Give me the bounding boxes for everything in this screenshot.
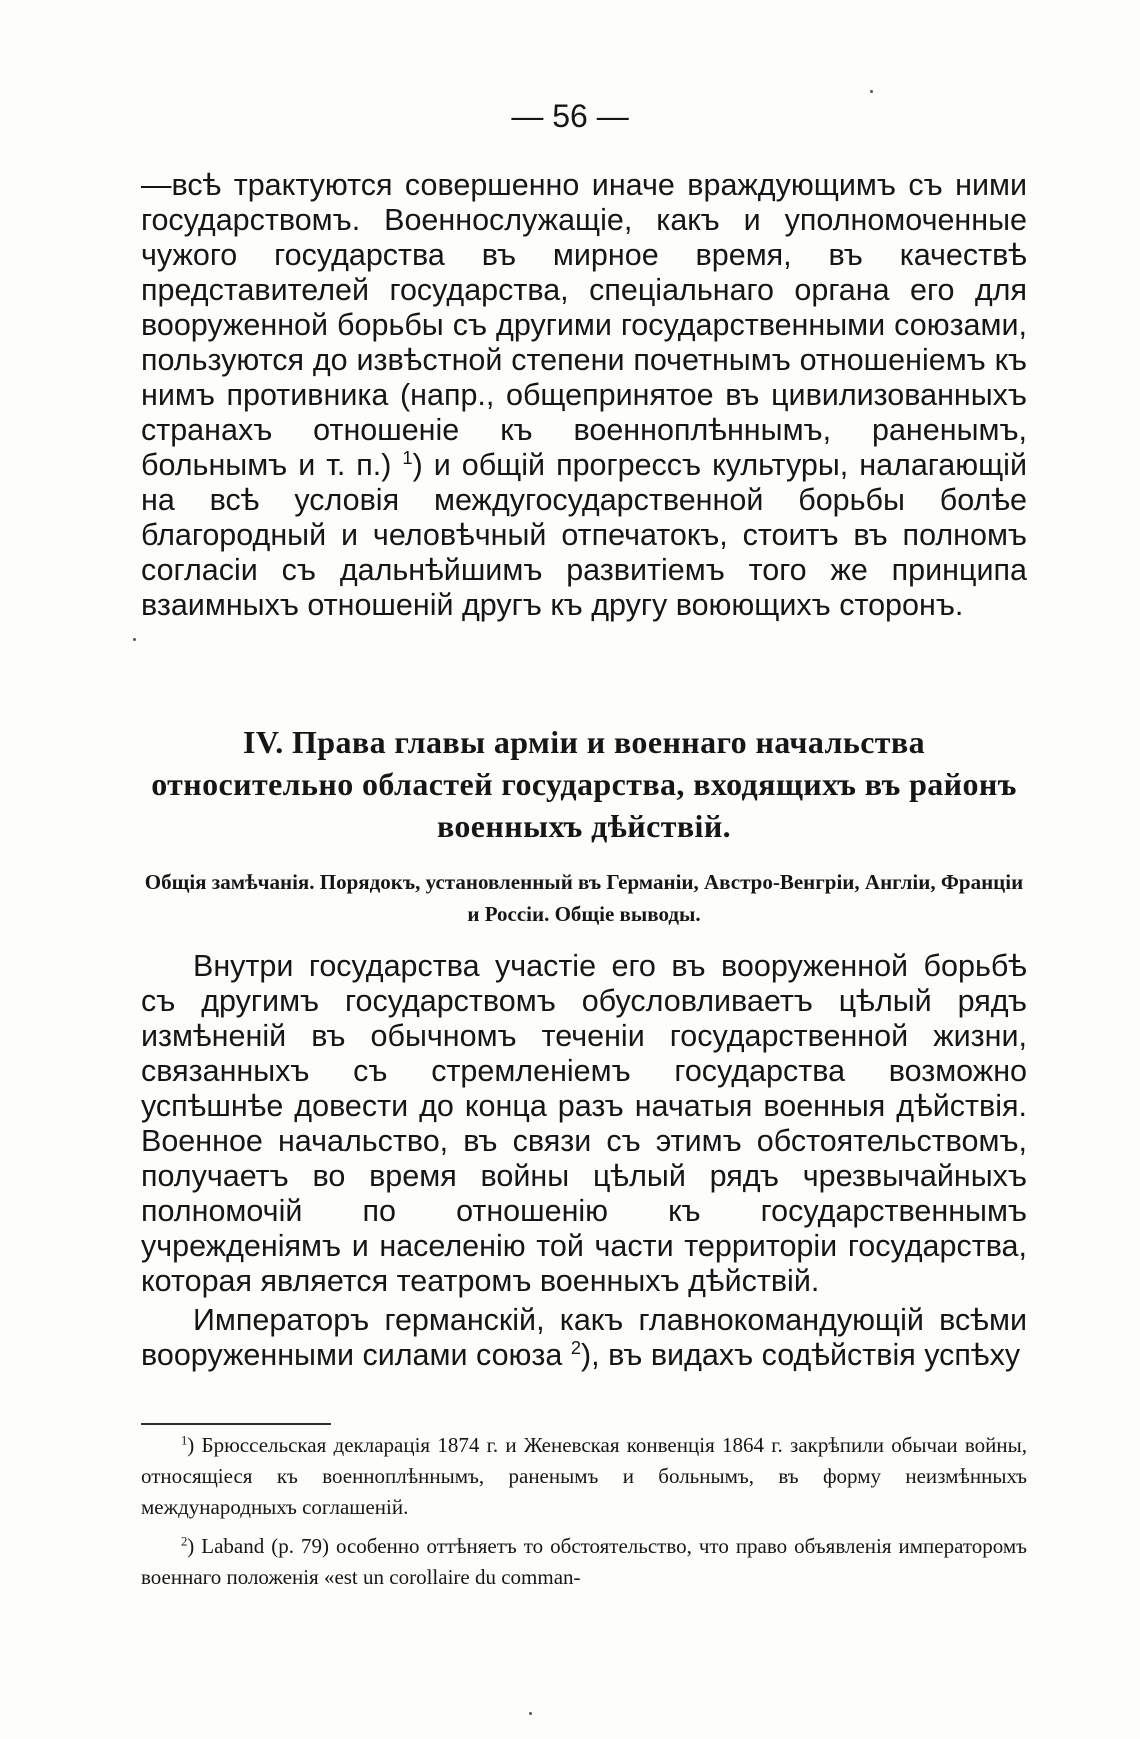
footnotes xyxy=(141,1430,1027,1601)
scan-speck xyxy=(133,638,136,641)
scan-speck xyxy=(529,1712,532,1715)
footnote-1-text: ) Брюссельская декларація 1874 г. и Женевская конвенція 1864 г. закрѣпили обычаи войны, относящіеся къ военноплѣннымъ, раненымъ и больнымъ, въ форму неизмѣнныхъ международныхъ соглашеній. xyxy=(141,1433,1027,1519)
footnote-1-mark: 1 xyxy=(181,1433,188,1448)
intro-paragraph-text: —всѣ трактуются совершенно иначе враждующимъ съ ними государствомъ. Военнослужащіе, какъ и уполномоченные чужого государства въ мирное время, въ качествѣ представителей государства, спеціальнаго органа его для вооруженной борьбы съ другими государственными союзами, пользуются до извѣстной степени почетнымъ отношеніемъ къ нимъ противника (напр., общепринятое въ цивилизованныхъ странахъ отношеніе къ военноплѣннымъ, раненымъ, больнымъ и т. п.) xyxy=(141,168,1027,482)
intro-block xyxy=(141,168,1027,623)
paragraph-1: Внутри государства участіе его въ вооруженной борьбѣ съ другимъ государствомъ обусловливаетъ цѣлый рядъ измѣненій въ обычномъ теченіи государственной жизни, связанныхъ съ стремленіемъ государства возможно успѣшнѣе довести до конца разъ начатыя военныя дѣйствія. Военное начальство, въ связи съ этимъ обстоятельствомъ, получаетъ во время войны цѣлый рядъ чрезвычайныхъ полномочій по отношенію къ государственнымъ учрежденіямъ и населенію той части территоріи государства, которая является театромъ военныхъ дѣйствій. xyxy=(141,949,1027,1298)
main-text-block xyxy=(141,949,1027,1373)
footnote-ref-1: 1 xyxy=(402,447,413,469)
footnote-1 xyxy=(141,1430,1027,1523)
paragraph-2 xyxy=(141,1303,1027,1373)
intro-paragraph xyxy=(141,168,1027,623)
footnote-2 xyxy=(141,1531,1027,1593)
scan-speck xyxy=(870,90,873,93)
intro-paragraph-end: ) и общій прогрессъ культуры, налагающій на всѣ условія междугосударственной борьбы болѣе благородный и человѣчный отпечатокъ, стоитъ въ полномъ согласіи съ дальнѣйшимъ развитіемъ того же принципа взаимныхъ отношеній другъ къ другу воюющихъ сторонъ. xyxy=(141,448,1027,622)
footnote-2-text: ) Laband (p. 79) особенно оттѣняетъ то обстоятельство, что право объявленія императоромъ военнаго положенія «est un corollaire du comman- xyxy=(141,1534,1027,1589)
section-summary: Общія замѣчанія. Порядокъ, установленный въ Германіи, Австро-Венгріи, Англіи, Франціи и Россіи. Общіе выводы. xyxy=(144,870,1024,926)
page-number: — 56 — xyxy=(511,98,629,134)
footnote-separator xyxy=(141,1423,331,1425)
section-heading: IV. Права главы арміи и военнаго начальства относительно областей государства, входящихъ въ районъ военныхъ дѣйствій. xyxy=(151,724,1017,844)
paragraph-2-start: Императоръ германскій, какъ главнокомандующій всѣми вооруженными силами союза xyxy=(141,1303,1027,1372)
footnote-ref-2: 2 xyxy=(570,1337,582,1359)
paragraph-2-end: ), въ видахъ содѣйствія успѣху xyxy=(581,1338,1021,1372)
footnote-2-mark: 2 xyxy=(181,1534,188,1549)
